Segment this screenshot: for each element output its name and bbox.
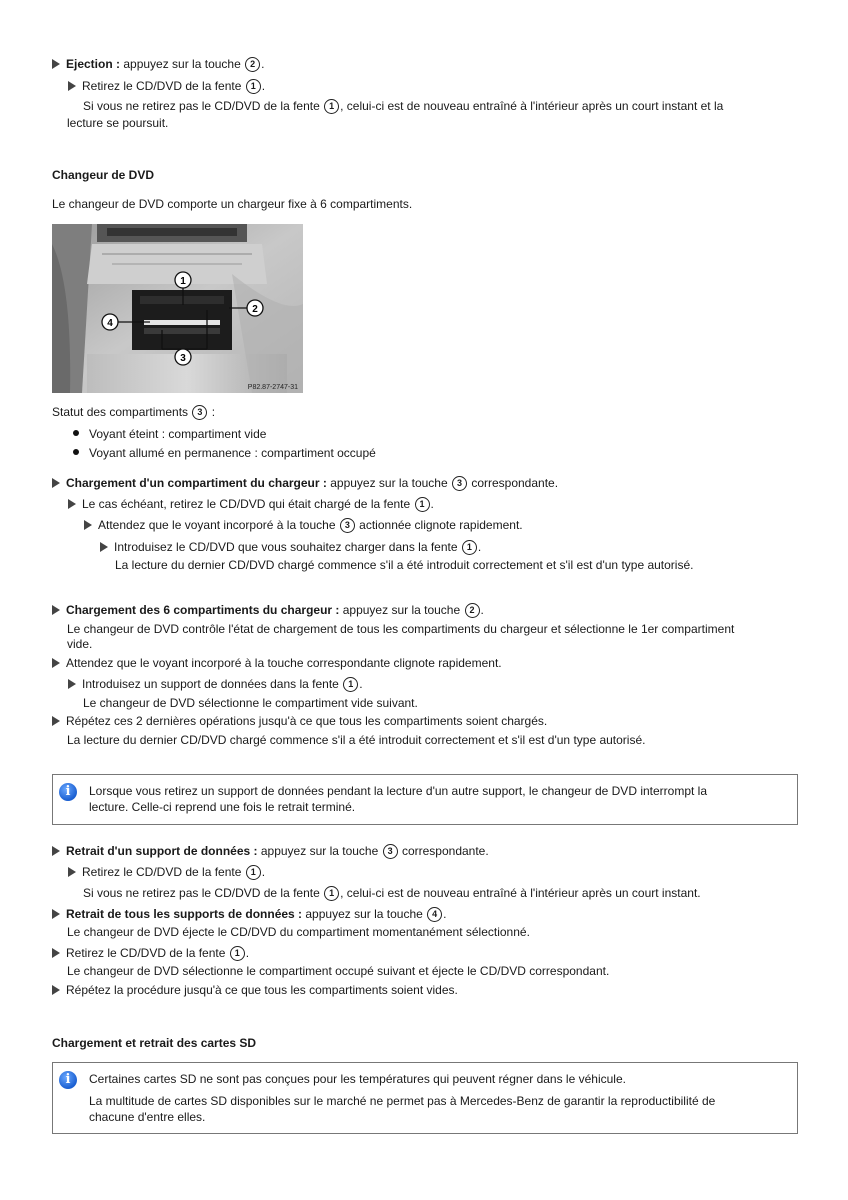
ejection-retirez: Retirez le CD/DVD de la fente 1 . [68, 79, 265, 94]
chargement1-line: Chargement d'un compartiment du chargeur : appuyez sur la touche 3 correspondante. [52, 476, 558, 491]
callout-1-icon: 1 [462, 540, 477, 555]
note-line: Lorsque vous retirez un support de données pendant la lecture d'un autre support, le changeur de DVD interrompt la [89, 784, 708, 798]
retrait-retirez: Retirez le CD/DVD de la fente 1 . [68, 865, 265, 880]
retrait-line: Retrait d'un support de données : appuyez sur la touche 3 correspondante. [52, 844, 489, 859]
triangle-bullet-icon [100, 542, 108, 552]
section-heading-cartes-sd: Chargement et retrait des cartes SD [52, 1036, 257, 1050]
ejection-line: Ejection : appuyez sur la touche 2 . [52, 57, 264, 72]
triangle-bullet-icon [84, 520, 92, 530]
note-line: chacune d'entre elles. [89, 1110, 206, 1124]
triangle-bullet-icon [68, 867, 76, 877]
chargement6-introduisez: Introduisez un support de données dans la fente 1 . [68, 677, 363, 692]
chargement1-step2: Attendez que le voyant incorporé à la touche 3 actionnée clignote rapidement. [84, 518, 523, 533]
bullet-dot-icon [73, 430, 79, 436]
section-heading-changeur: Changeur de DVD [52, 168, 155, 182]
retrait-tous-note: Le changeur de DVD éjecte le CD/DVD du compartiment momentanément sélectionné. [67, 925, 530, 939]
callout-1-icon: 1 [246, 79, 261, 94]
bullet-dot-icon [73, 449, 79, 455]
callout-1-icon: 1 [246, 865, 261, 880]
statut-label: Statut des compartiments 3 : [52, 405, 216, 419]
triangle-bullet-icon [52, 716, 60, 726]
chargement6-repetez-note: La lecture du dernier CD/DVD chargé commence s'il a été introduit correctement et s'il est d'un type autorisé. [67, 733, 646, 747]
chargement6-line2: Le changeur de DVD contrôle l'état de chargement de tous les compartiments du chargeur et sélectionne le 1er compartiment [67, 622, 735, 636]
retrait-si-line: Si vous ne retirez pas le CD/DVD de la fente 1 , celui-ci est de nouveau entraîné à l'intérieur après un court instant. [83, 886, 701, 900]
photo-code: P82.87-2747-31 [247, 384, 298, 391]
callout-1-icon: 1 [343, 677, 358, 692]
callout-1-icon: 1 [230, 946, 245, 961]
callout-3-icon: 3 [452, 476, 467, 491]
callout-2-label: 2 [252, 304, 258, 315]
triangle-bullet-icon [52, 985, 60, 995]
triangle-bullet-icon [52, 478, 60, 488]
section-intro: Le changeur de DVD comporte un chargeur fixe à 6 compartiments. [52, 197, 413, 211]
info-note-box [52, 1062, 798, 1134]
note-line: lecture. Celle-ci reprend une fois le retrait terminé. [89, 800, 356, 814]
chargement1-step3-note: La lecture du dernier CD/DVD chargé commence s'il a été introduit correctement et s'il est d'un type autorisé. [115, 558, 694, 572]
callout-3-icon: 3 [192, 405, 207, 420]
triangle-bullet-icon [52, 59, 60, 69]
chargement6-introduisez-note: Le changeur de DVD sélectionne le compartiment vide suivant. [83, 696, 418, 710]
info-icon: i [59, 1071, 77, 1089]
triangle-bullet-icon [68, 81, 76, 91]
callout-1-icon: 1 [415, 497, 430, 512]
info-note-box [52, 774, 798, 825]
retrait-repetez: Répétez la procédure jusqu'à ce que tous les compartiments soient vides. [52, 983, 458, 998]
triangle-bullet-icon [52, 658, 60, 668]
chargement1-step1: Le cas échéant, retirez le CD/DVD qui était chargé de la fente 1 . [68, 497, 434, 512]
chargement1-step3: Introduisez le CD/DVD que vous souhaitez charger dans la fente 1 . [100, 540, 481, 555]
retrait-tous-line: Retrait de tous les supports de données : appuyez sur la touche 4 . [52, 907, 446, 922]
callout-2-icon: 2 [245, 57, 260, 72]
callout-1-label: 1 [180, 276, 186, 287]
note-line: Certaines cartes SD ne sont pas conçues pour les températures qui peuvent régner dans le véhicule. [89, 1072, 626, 1086]
retrait-retirez2: Retirez le CD/DVD de la fente 1 . [52, 946, 249, 961]
callout-4-label: 4 [107, 318, 113, 329]
callout-1-icon: 1 [324, 886, 339, 901]
dvd-changer-photo [52, 224, 303, 393]
triangle-bullet-icon [52, 948, 60, 958]
chargement6-attendez: Attendez que le voyant incorporé à la touche correspondante clignote rapidement. [52, 656, 502, 671]
statut-item: Voyant éteint : compartiment vide [73, 427, 266, 442]
triangle-bullet-icon [52, 846, 60, 856]
statut-item: Voyant allumé en permanence : compartiment occupé [73, 446, 376, 461]
chargement6-line3: vide. [67, 637, 93, 651]
chargement6-repetez: Répétez ces 2 dernières opérations jusqu'à ce que tous les compartiments soient chargés. [52, 714, 547, 729]
callout-1-icon: 1 [324, 99, 339, 114]
note-line: La multitude de cartes SD disponibles sur le marché ne permet pas à Mercedes-Benz de garantir la reproductibilité de [89, 1094, 716, 1108]
ejection-si-line1: Si vous ne retirez pas le CD/DVD de la fente 1 , celui-ci est de nouveau entraîné à l'intérieur après un court instant et la [83, 99, 724, 113]
callout-4-icon: 4 [427, 907, 442, 922]
callout-2-icon: 2 [465, 603, 480, 618]
callout-3-label: 3 [180, 353, 186, 364]
callout-3-icon: 3 [340, 518, 355, 533]
callout-3-icon: 3 [383, 844, 398, 859]
triangle-bullet-icon [68, 499, 76, 509]
retrait-retirez2-note: Le changeur de DVD sélectionne le compartiment occupé suivant et éjecte le CD/DVD correspondant. [67, 964, 610, 978]
triangle-bullet-icon [68, 679, 76, 689]
ejection-si-line2: lecture se poursuit. [67, 116, 169, 130]
triangle-bullet-icon [52, 909, 60, 919]
info-icon: i [59, 783, 77, 801]
chargement6-line: Chargement des 6 compartiments du chargeur : appuyez sur la touche 2 . [52, 603, 484, 618]
triangle-bullet-icon [52, 605, 60, 615]
